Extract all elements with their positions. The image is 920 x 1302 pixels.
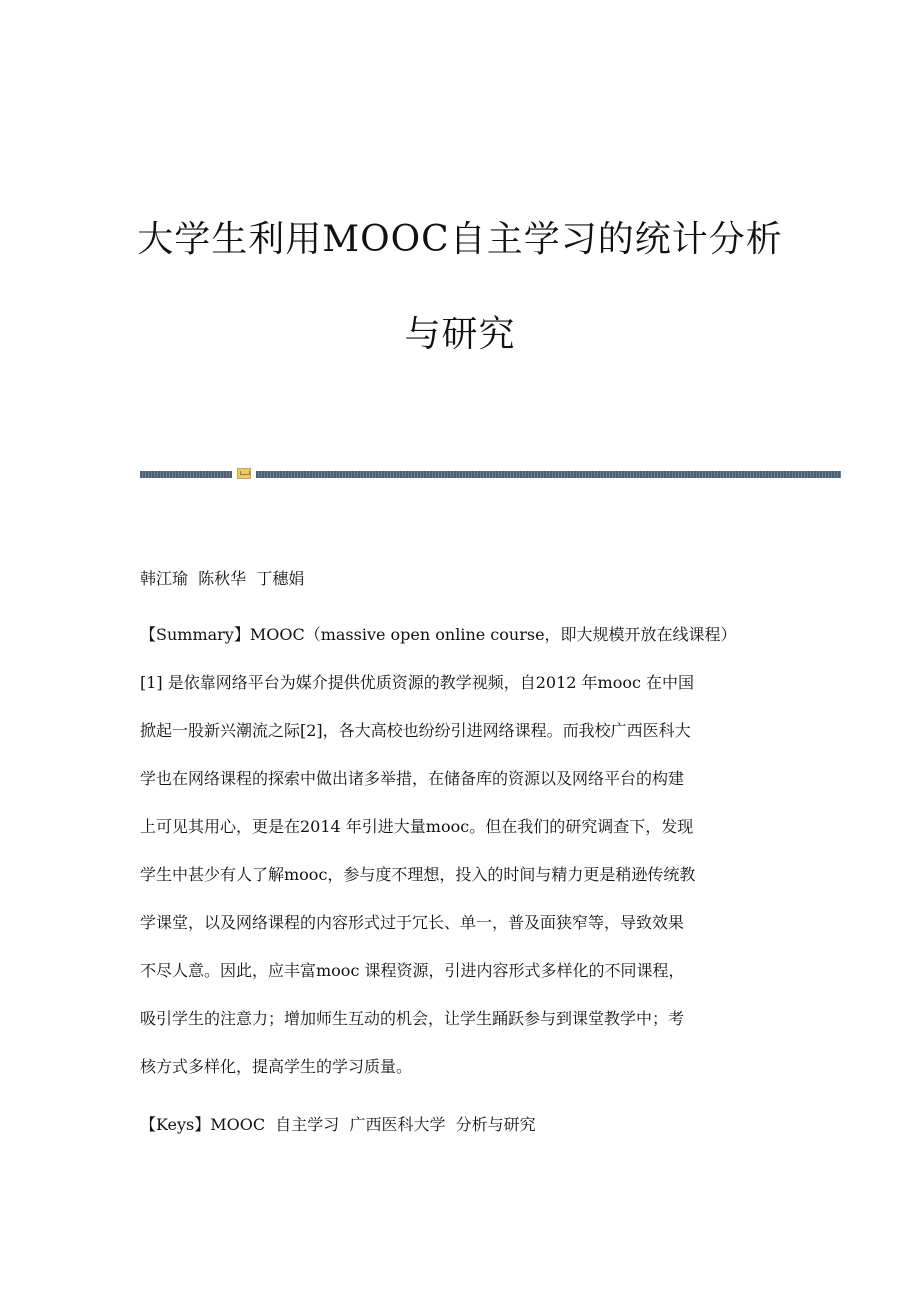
divider-bar-right xyxy=(256,471,841,478)
title-line-1: 大学生利用MOOC自主学习的统计分析 xyxy=(137,219,783,260)
authors: 韩江瑜 陈秋华 丁穗娟 xyxy=(140,569,305,588)
abstract-line: 学也在网络课程的探索中做出诸多举措，在储备库的资源以及网络平台的构建 xyxy=(140,769,685,788)
abstract-line: 学课堂，以及网络课程的内容形式过于冗长、单一，普及面狭窄等，导致效果 xyxy=(140,913,685,932)
abstract-line: 【Summary】MOOC（massive open online course，即大规模开放在线课程） xyxy=(140,625,737,644)
envelope-icon xyxy=(237,468,251,479)
abstract-line: [1] 是依靠网络平台为媒介提供优质资源的教学视频，自2012 年mooc 在中国 xyxy=(140,673,695,692)
title-divider xyxy=(140,467,841,481)
divider-bar-left xyxy=(140,471,232,478)
title-line-2: 与研究 xyxy=(404,314,516,355)
abstract-line: 掀起一股新兴潮流之际[2]，各大高校也纷纷引进网络课程。而我校广西医科大 xyxy=(140,721,691,740)
keywords: 【Keys】MOOC 自主学习 广西医科大学 分析与研究 xyxy=(140,1115,536,1134)
abstract-line: 不尽人意。因此，应丰富mooc 课程资源，引进内容形式多样化的不同课程， xyxy=(140,961,685,980)
abstract-line: 吸引学生的注意力；增加师生互动的机会，让学生踊跃参与到课堂教学中；考 xyxy=(140,1009,685,1028)
abstract xyxy=(140,621,780,1101)
abstract-line: 核方式多样化，提高学生的学习质量。 xyxy=(140,1057,413,1076)
abstract-line: 上可见其用心，更是在2014 年引进大量mooc。但在我们的研究调查下，发现 xyxy=(140,817,694,836)
abstract-line: 学生中甚少有人了解mooc，参与度不理想，投入的时间与精力更是稍逊传统教 xyxy=(140,865,696,884)
